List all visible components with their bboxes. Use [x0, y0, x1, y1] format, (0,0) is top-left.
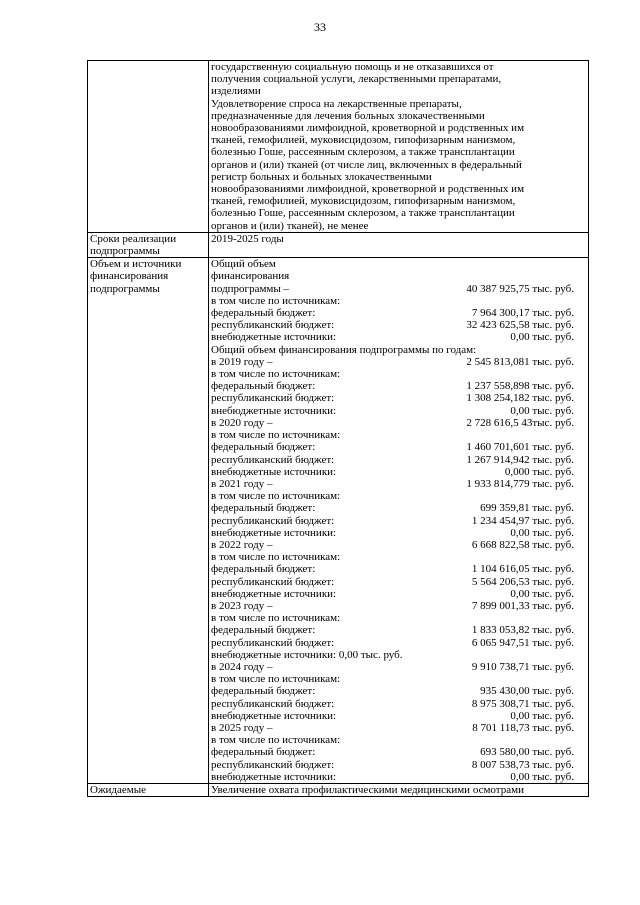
- financing-line-value: 1 267 914,942 тыс. руб.: [466, 453, 574, 466]
- financing-line-value: [340, 490, 586, 502]
- financing-line: [211, 515, 586, 527]
- financing-line: [211, 319, 586, 331]
- financing-line: [211, 661, 586, 673]
- financing-line-label: в том числе по источникам:: [211, 551, 341, 564]
- financing-line: [211, 734, 586, 746]
- financing-line-value: [340, 429, 586, 441]
- financing-line-label: республиканский бюджет:: [211, 758, 335, 771]
- financing-line-label: республиканский бюджет:: [211, 697, 335, 710]
- financing-line-value: [289, 270, 586, 282]
- financing-line: [211, 344, 586, 356]
- financing-line: [211, 502, 586, 514]
- financing-line-value: 1 104 616,05 тыс. руб.: [471, 563, 574, 576]
- financing-line-value: 5 564 206,53 тыс. руб.: [471, 575, 574, 588]
- financing-line: [211, 307, 586, 319]
- goals-text-line: болезнью Гоше, рассеянным склерозом, а также трансплантации: [211, 207, 515, 220]
- period-label-line: Сроки реализации: [90, 232, 177, 245]
- financing-label-line: подпрограммы: [90, 282, 160, 295]
- goals-text-line: получения социальной услуги, лекарственными препаратами,: [211, 73, 502, 86]
- financing-line: [211, 563, 586, 575]
- financing-line-label: в 2021 году –: [211, 477, 273, 490]
- financing-line-value: 935 430,00 тыс. руб.: [480, 685, 574, 698]
- financing-line-value: [340, 612, 586, 624]
- goals-text-line: Удовлетворение спроса на лекарственные препараты,: [211, 97, 462, 110]
- goals-text-line: новообразованиями лимфоидной, кроветворной и родственных им: [211, 183, 525, 196]
- financing-line-label: внебюджетные источники: 0,00 тыс. руб.: [211, 648, 403, 661]
- financing-line-label: в 2022 году –: [211, 538, 273, 551]
- financing-line-label: подпрограммы –: [211, 282, 290, 295]
- goals-content-cell: [209, 61, 589, 233]
- financing-line-value: 1 833 053,82 тыс. руб.: [471, 624, 574, 637]
- expected-value-cell: Увеличение охвата профилактическими медицинскими осмотрами: [209, 783, 589, 796]
- financing-line: [211, 539, 586, 551]
- financing-line: [211, 624, 586, 636]
- page-number: 33: [314, 20, 326, 34]
- financing-line-label: внебюджетные источники:: [211, 465, 337, 478]
- goals-text-line: органов и (или) тканей (от числе лиц, включенных в федеральный: [211, 158, 522, 171]
- financing-line-label: Общий объем финансирования подпрограммы по годам:: [211, 343, 477, 356]
- goals-text-line: тканей, гемофилией, муковисцидозом, гипофизарным нанизмом,: [211, 134, 516, 147]
- financing-line-label: в том числе по источникам:: [211, 734, 341, 747]
- financing-line-label: в 2023 году –: [211, 599, 273, 612]
- financing-line-value: [340, 551, 586, 563]
- goals-text-line: предназначенные для лечения больных злокачественными: [211, 109, 485, 122]
- financing-line-value: 0,00 тыс. руб.: [510, 709, 574, 722]
- financing-line: [211, 429, 586, 441]
- financing-line-value: 1 308 254,182 тыс. руб.: [466, 392, 574, 405]
- financing-line-label: федеральный бюджет:: [211, 502, 316, 515]
- financing-line: [211, 551, 586, 563]
- financing-line-value: 6 065 947,51 тыс. руб.: [471, 636, 574, 649]
- financing-line-label: в том числе по источникам:: [211, 673, 341, 686]
- goals-text-line: новообразованиями лимфоидной, кроветворной и родственных им: [211, 122, 525, 135]
- financing-line-value: 0,00 тыс. руб.: [510, 587, 574, 600]
- financing-line-value: 32 423 625,58 тыс. руб.: [466, 319, 574, 332]
- financing-label-line: Объем и источники: [90, 258, 182, 271]
- goals-text-line: тканей, гемофилией, муковисцидозом, гипофизарным нанизмом,: [211, 195, 516, 208]
- financing-line-label: в том числе по источникам:: [211, 429, 341, 442]
- financing-label-cell: [88, 258, 209, 784]
- financing-line-value: [476, 344, 586, 356]
- financing-line-label: в 2024 году –: [211, 660, 273, 673]
- program-passport-table: [87, 60, 589, 797]
- financing-line: [211, 600, 586, 612]
- financing-line: [211, 405, 586, 417]
- financing-line-label: внебюджетные источники:: [211, 404, 337, 417]
- financing-line: [211, 258, 586, 270]
- financing-line-label: в 2019 году –: [211, 355, 273, 368]
- goals-text-line: болезнью Гоше, рассеянным склерозом, а также трансплантации: [211, 146, 515, 159]
- financing-line: [211, 588, 586, 600]
- financing-line-label: внебюджетные источники:: [211, 331, 337, 344]
- financing-line: [211, 380, 586, 392]
- financing-line: [211, 270, 586, 282]
- financing-line-value: 2 545 813,081 тыс. руб.: [466, 355, 574, 368]
- goals-text-line: органов и (или) тканей), не менее: [211, 219, 369, 232]
- financing-line-label: федеральный бюджет:: [211, 380, 316, 393]
- financing-line: [211, 283, 586, 295]
- financing-line-value: [340, 295, 586, 307]
- expected-label-cell: Ожидаемые: [88, 783, 209, 796]
- financing-line-label: федеральный бюджет:: [211, 746, 316, 759]
- expected-row: [88, 783, 589, 796]
- financing-line-label: в том числе по источникам:: [211, 612, 341, 625]
- financing-line-label: в том числе по источникам:: [211, 368, 341, 381]
- financing-line-value: 6 668 822,58 тыс. руб.: [471, 538, 574, 551]
- financing-line-value: [276, 258, 586, 270]
- financing-line-label: федеральный бюджет:: [211, 624, 316, 637]
- financing-line-label: в 2020 году –: [211, 416, 273, 429]
- financing-line-label: в том числе по источникам:: [211, 294, 341, 307]
- financing-line-value: 0,00 тыс. руб.: [510, 526, 574, 539]
- financing-line: [211, 368, 586, 380]
- financing-line: [211, 759, 586, 771]
- financing-line: [211, 392, 586, 404]
- period-row: [88, 232, 589, 257]
- financing-line-label: федеральный бюджет:: [211, 307, 316, 320]
- financing-line-value: [340, 734, 586, 746]
- financing-line: [211, 441, 586, 453]
- financing-line: [211, 356, 586, 368]
- financing-line-value: 7 899 001,33 тыс. руб.: [471, 599, 574, 612]
- financing-label-line: финансирования: [90, 270, 169, 283]
- financing-line: [211, 710, 586, 722]
- financing-line-value: 9 910 738,71 тыс. руб.: [471, 660, 574, 673]
- financing-line-label: федеральный бюджет:: [211, 685, 316, 698]
- financing-line: [211, 527, 586, 539]
- financing-line-label: республиканский бюджет:: [211, 514, 335, 527]
- financing-line-label: в 2025 году –: [211, 721, 273, 734]
- goals-text-line: государственную социальную помощь и не отказавшихся от: [211, 61, 494, 73]
- financing-line-label: федеральный бюджет:: [211, 563, 316, 576]
- financing-line: [211, 685, 586, 697]
- period-label-line: подпрограммы: [90, 245, 160, 258]
- financing-line: [211, 637, 586, 649]
- financing-line-value: 0,00 тыс. руб.: [510, 404, 574, 417]
- goals-text-line: изделиями: [211, 85, 261, 98]
- financing-line-label: федеральный бюджет:: [211, 441, 316, 454]
- financing-line-value: 1 234 454,97 тыс. руб.: [471, 514, 574, 527]
- financing-line-label: финансирования: [211, 270, 290, 283]
- financing-line-value: 693 580,00 тыс. руб.: [480, 746, 574, 759]
- goals-row: [88, 61, 589, 233]
- period-label-cell: [88, 232, 209, 257]
- financing-line-value: 7 964 300,17 тыс. руб.: [471, 307, 574, 320]
- financing-line: [211, 490, 586, 502]
- goals-text-line: регистр больных и больных злокачественными: [211, 170, 432, 183]
- financing-line: [211, 612, 586, 624]
- financing-line-value: 1 460 701,601 тыс. руб.: [466, 441, 574, 454]
- financing-line: [211, 454, 586, 466]
- financing-line-label: республиканский бюджет:: [211, 453, 335, 466]
- financing-line-label: внебюджетные источники:: [211, 587, 337, 600]
- financing-line-value: 40 387 925,75 тыс. руб.: [466, 282, 574, 295]
- financing-line-value: 8 007 538,73 тыс. руб.: [471, 758, 574, 771]
- financing-line-value: 8 701 118,73 тыс. руб.: [472, 721, 574, 734]
- financing-line: [211, 478, 586, 490]
- financing-line-label: республиканский бюджет:: [211, 392, 335, 405]
- period-value-cell: 2019-2025 годы: [209, 232, 589, 257]
- financing-line-label: в том числе по источникам:: [211, 490, 341, 503]
- financing-line-label: Общий объем: [211, 258, 276, 271]
- financing-line-value: 1 237 558,898 тыс. руб.: [466, 380, 574, 393]
- financing-line: [211, 722, 586, 734]
- financing-line-value: 0,00 тыс. руб.: [510, 331, 574, 344]
- financing-line: [211, 698, 586, 710]
- financing-line: [211, 295, 586, 307]
- financing-line-label: республиканский бюджет:: [211, 575, 335, 588]
- financing-line-label: республиканский бюджет:: [211, 636, 335, 649]
- financing-line: [211, 417, 586, 429]
- financing-line: [211, 649, 586, 661]
- financing-content-cell: [209, 258, 589, 784]
- financing-line-value: 0,00 тыс. руб.: [510, 770, 574, 783]
- financing-line-value: [340, 673, 586, 685]
- financing-row: [88, 258, 589, 784]
- financing-line: [211, 466, 586, 478]
- financing-line: [211, 771, 586, 783]
- financing-line-value: 1 933 814,779 тыс. руб.: [466, 477, 574, 490]
- financing-line-value: 2 728 616,5 43тыс. руб.: [466, 416, 574, 429]
- goals-label-cell: [88, 61, 209, 233]
- financing-line: [211, 331, 586, 343]
- financing-line-value: 699 359,81 тыс. руб.: [480, 502, 574, 515]
- financing-line-value: 8 975 308,71 тыс. руб.: [471, 697, 574, 710]
- financing-line: [211, 673, 586, 685]
- financing-line-value: [340, 368, 586, 380]
- financing-line-value: 0,000 тыс. руб.: [504, 465, 574, 478]
- financing-line: [211, 746, 586, 758]
- financing-line: [211, 576, 586, 588]
- financing-line-label: республиканский бюджет:: [211, 319, 335, 332]
- financing-line-label: внебюджетные источники:: [211, 709, 337, 722]
- financing-line-label: внебюджетные источники:: [211, 526, 337, 539]
- financing-line-value: [403, 649, 587, 661]
- financing-line-label: внебюджетные источники:: [211, 770, 337, 783]
